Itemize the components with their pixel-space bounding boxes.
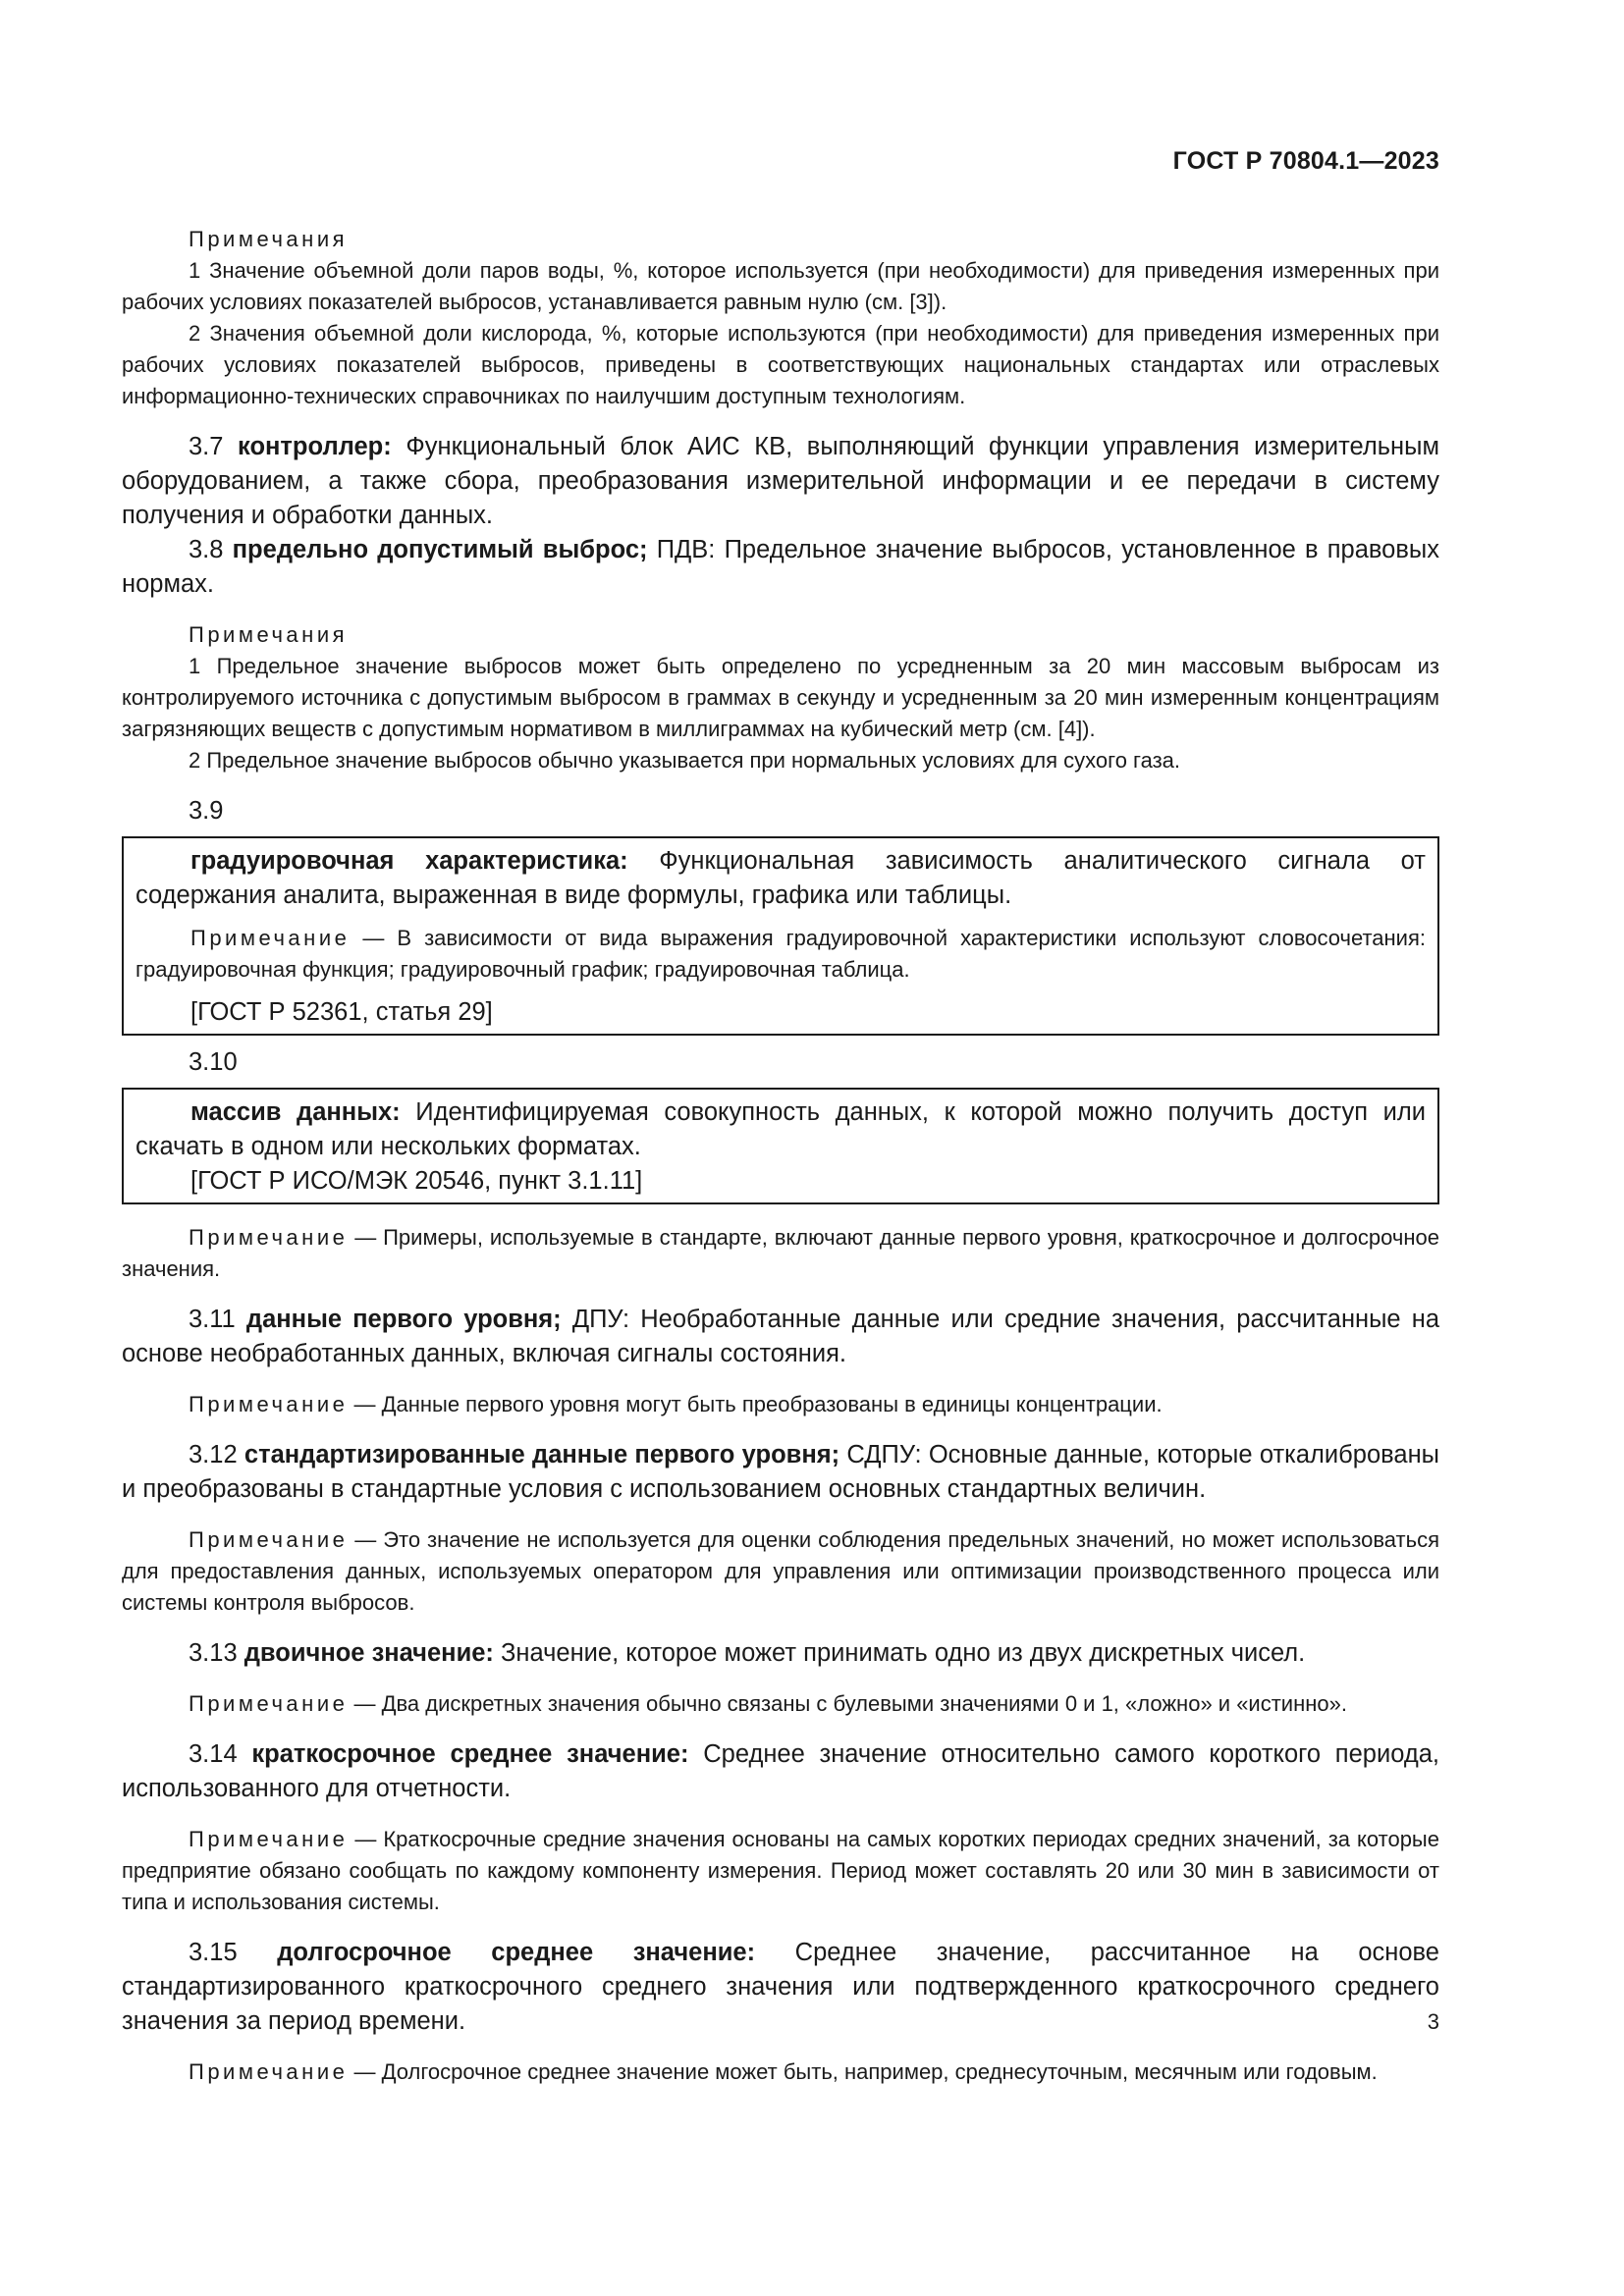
- term-3-8: [122, 533, 1439, 602]
- term-note: [135, 923, 1426, 986]
- term-3-13: [122, 1636, 1439, 1671]
- note-label: Примечание: [189, 1392, 349, 1416]
- notes-title: Примечания: [189, 227, 349, 251]
- term-definition: Среднее значение относительно самого короткого периода, использованного для отчетности.: [122, 1740, 1439, 1802]
- term-definition: Функциональный блок АИС КВ, выполняющий функции управления измерительным оборудованием, а также сбора, преобразования измерительной информации и ее передачи в систему получения и обработки данных.: [122, 433, 1439, 529]
- term-3-10: [135, 1095, 1426, 1164]
- note-text: — В зависимости от вида выражения градуировочной характеристики используют словосочетания: градуировочная функция; градуировочный график; градуировочная таблица.: [135, 926, 1426, 982]
- term-definition: Идентифицируемая совокупность данных, к которой можно получить доступ или скачать в одном или нескольких форматах.: [135, 1098, 1426, 1160]
- term-3-11: [122, 1303, 1439, 1371]
- term-number: 3.14: [189, 1740, 238, 1768]
- term-note: [122, 2056, 1439, 2088]
- term-definition: Значение, которое может принимать одно из двух дискретных чисел.: [501, 1639, 1306, 1667]
- note-text: — Примеры, используемые в стандарте, включают данные первого уровня, краткосрочное и долгосрочное значения.: [122, 1225, 1439, 1281]
- term-title: контроллер:: [238, 433, 392, 460]
- term-title: предельно допустимый выброс;: [232, 536, 648, 563]
- note-1: 1 Предельное значение выбросов может быть определено по усредненным за 20 мин массовым выбросам из контролируемого источника с допустимым выбросом в граммах в секунду и усредненным за 20 мин измеренным концентрациям загрязняющих веществ с допустимым нормативом в миллиграммах на кубический метр (см. [4]).: [122, 654, 1439, 741]
- term-box-3-9: [122, 836, 1439, 1036]
- term-note: [122, 1222, 1439, 1285]
- term-note: [122, 1688, 1439, 1720]
- page-number: 3: [1427, 2009, 1439, 2034]
- term-definition: Среднее значение, рассчитанное на основе стандартизированного краткосрочного среднего значения или подтвержденного краткосрочного среднего значения за период времени.: [122, 1939, 1439, 2035]
- term-source: [ГОСТ Р 52361, статья 29]: [190, 998, 493, 1026]
- term-note: [122, 1824, 1439, 1918]
- note-text: — Долгосрочное среднее значение может быть, например, среднесуточным, месячным или годовым.: [353, 2059, 1378, 2084]
- term-title: массив данных:: [190, 1098, 401, 1126]
- term-number: 3.8: [189, 536, 224, 563]
- note-label: Примечание: [189, 1527, 349, 1552]
- note-text: — Это значение не используется для оценки соблюдения предельных значений, но может использоваться для предоставления данных, используемых оператором для управления или оптимизации производственного процесса или системы контроля выбросов.: [122, 1527, 1439, 1615]
- term-3-14: [122, 1737, 1439, 1806]
- term-definition: ДПУ: Необработанные данные или средние значения, рассчитанные на основе необработанных данных, включая сигналы состояния.: [122, 1306, 1440, 1367]
- term-number: 3.7: [189, 433, 224, 460]
- term-number: 3.13: [189, 1639, 238, 1667]
- term-number: 3.10: [189, 1048, 238, 1076]
- term-3-7: [122, 430, 1439, 533]
- term-3-9: [135, 844, 1426, 913]
- term-definition: Функциональная зависимость аналитического сигнала от содержания аналита, выраженная в виде формулы, графика или таблицы.: [135, 847, 1426, 909]
- note-label: Примечание: [189, 2059, 349, 2084]
- term-title: долгосрочное среднее значение:: [277, 1939, 756, 1966]
- note-2: 2 Значения объемной доли кислорода, %, которые используются (при необходимости) для приведения измеренных при рабочих условиях показателей выбросов, приведены в соответствующих национальных стандартах или отраслевых информационно-технических справочниках по наилучшим доступным технологиям.: [122, 321, 1439, 408]
- term-number: 3.12: [189, 1441, 238, 1468]
- note-label: Примечание: [189, 1225, 349, 1250]
- notes-title: Примечания: [189, 622, 349, 647]
- term-source: [ГОСТ Р ИСО/МЭК 20546, пункт 3.1.11]: [190, 1167, 643, 1195]
- term-number: 3.9: [189, 797, 224, 825]
- term-3-12: [122, 1438, 1439, 1507]
- term-title: двоичное значение:: [244, 1639, 494, 1667]
- term-definition: ПДВ: Предельное значение выбросов, установленное в правовых нормах.: [122, 536, 1439, 598]
- term-3-15: [122, 1936, 1439, 2039]
- note-text: — Два дискретных значения обычно связаны с булевыми значениями 0 и 1, «ложно» и «истинно».: [353, 1691, 1347, 1716]
- note-label: Примечание: [190, 926, 351, 950]
- note-2: 2 Предельное значение выбросов обычно указывается при нормальных условиях для сухого газа.: [189, 748, 1181, 773]
- term-title: стандартизированные данные первого уровня;: [244, 1441, 840, 1468]
- note-label: Примечание: [189, 1691, 349, 1716]
- term-title: данные первого уровня;: [245, 1306, 562, 1333]
- term-note: [122, 1389, 1439, 1420]
- note-text: — Данные первого уровня могут быть преобразованы в единицы концентрации.: [353, 1392, 1163, 1416]
- term-number: 3.15: [189, 1939, 238, 1966]
- term-box-3-10: [122, 1088, 1439, 1204]
- note-1: 1 Значение объемной доли паров воды, %, которое используется (при необходимости) для приведения измеренных при рабочих условиях показателей выбросов, устанавливается равным нулю (см. [3]).: [122, 258, 1439, 314]
- note-text: — Краткосрочные средние значения основаны на самых коротких периодах средних значений, за которые предприятие обязано сообщать по каждому компоненту измерения. Период может составлять 20 или 30 мин в зависимости от типа и использования системы.: [122, 1827, 1439, 1914]
- term-title: краткосрочное среднее значение:: [251, 1740, 689, 1768]
- term-definition: СДПУ: Основные данные, которые откалиброваны и преобразованы в стандартные условия с использованием основных стандартных величин.: [122, 1441, 1439, 1503]
- document-body: [122, 224, 1439, 2088]
- term-title: градуировочная характеристика:: [190, 847, 628, 875]
- document-header: ГОСТ Р 70804.1—2023: [1172, 147, 1439, 175]
- term-number: 3.11: [189, 1306, 236, 1333]
- note-label: Примечание: [189, 1827, 349, 1851]
- term-note: [122, 1524, 1439, 1619]
